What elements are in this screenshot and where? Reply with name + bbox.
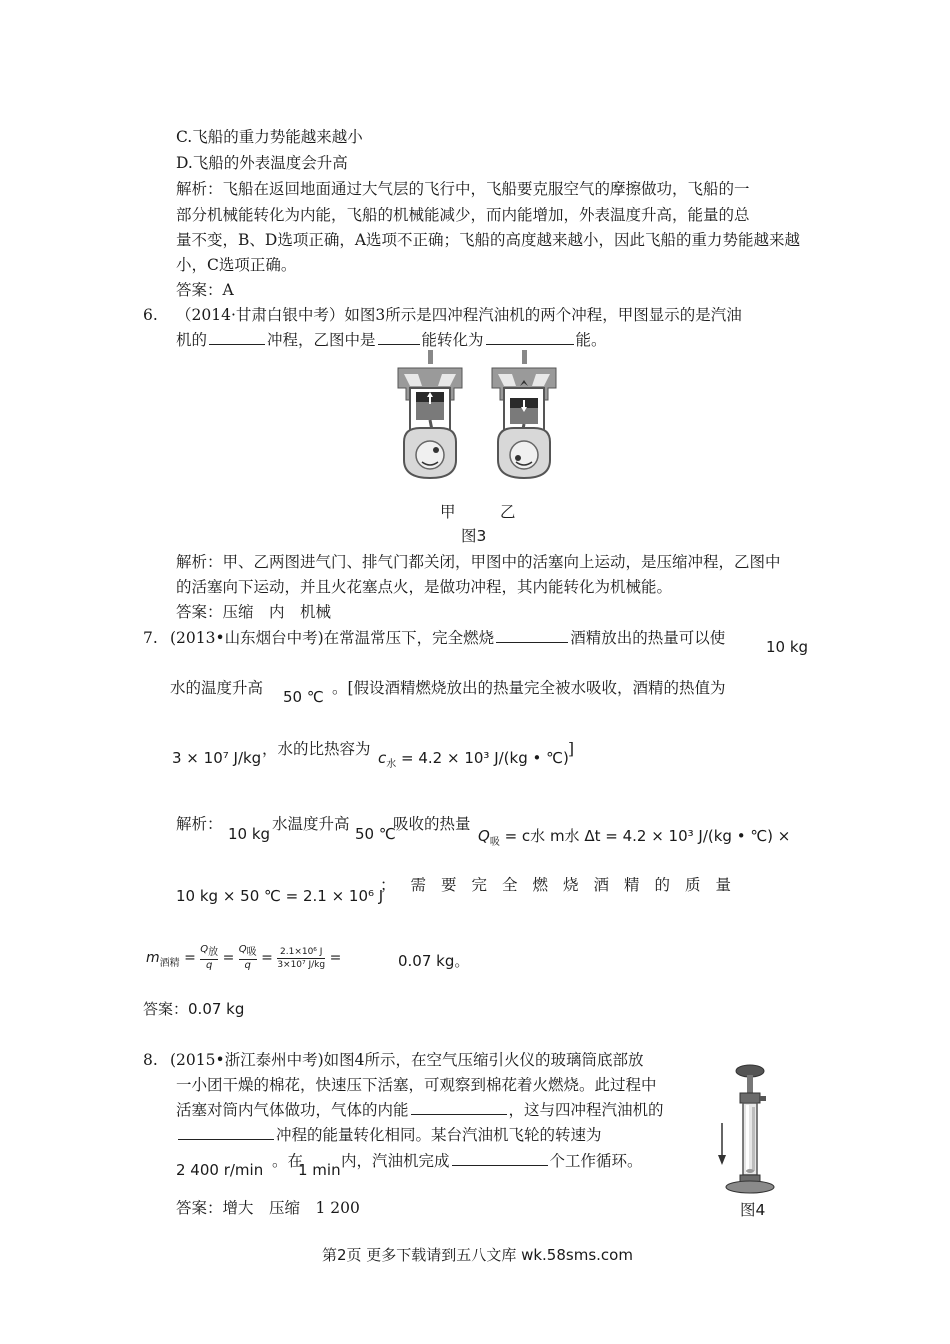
q8-blank-1[interactable] xyxy=(411,1100,507,1115)
page-footer: 第2页 更多下载请到五八文库 wk.58sms.com xyxy=(322,1246,633,1264)
q8-blank-3[interactable] xyxy=(452,1151,548,1166)
air-compression-igniter-figure xyxy=(710,1063,790,1199)
q8-stem-line3: 活塞对筒内气体做功，气体的内能 ，这与四冲程汽油机的 xyxy=(176,1101,664,1119)
figure3-caption: 图3 xyxy=(461,527,487,545)
q7-analysis-line2: ；需要完全燃烧酒精的质量 xyxy=(380,876,747,894)
q6-blank-3[interactable] xyxy=(486,330,574,345)
q6-analysis-line: 的活塞向下运动，并且火花塞点火，是做功冲程，其内能转化为机械能。 xyxy=(176,578,673,596)
q5-analysis-line: 小，C选项正确。 xyxy=(176,256,297,274)
q8-time: 1 min xyxy=(298,1161,341,1179)
q7-heat-result: 10 kg × 50 ℃ = 2.1 × 10⁶ J xyxy=(176,887,384,905)
q7-stem-line2b: 。[假设酒精燃烧放出的热量完全被水吸收，酒精的热值为 xyxy=(332,679,726,697)
q7-analysis-dt: 50 ℃ xyxy=(355,825,396,843)
q5-analysis-line: 部分机械能转化为内能，飞船的机械能减少，而内能增加，外表温度升高，能量的总 xyxy=(176,206,750,224)
figure4-caption: 图4 xyxy=(740,1201,766,1219)
q7-answer: 答案：0.07 kg xyxy=(143,1000,245,1018)
q7-heat-formula: $Q_吸 = c$水 m水 Δt = 4.2 × 10³ J/(kg • ℃) × xyxy=(478,827,791,848)
q5-option-c: C.飞船的重力势能越来越小 xyxy=(176,128,363,146)
q6-stem-line1: （2014·甘肃白银中考）如图3所示是四冲程汽油机的两个冲程，甲图显示的是汽油 xyxy=(176,306,742,324)
q7-stem-line3a: ，水的比热容为 xyxy=(262,740,371,758)
q7-temp-rise: 50 ℃ xyxy=(283,688,324,706)
q6-blank-1[interactable] xyxy=(209,330,265,345)
q7-blank-1[interactable] xyxy=(496,628,568,643)
q7-analysis-mass: 10 kg xyxy=(228,825,271,843)
q5-analysis-line: 解析：飞船在返回地面通过大气层的飞行中，飞船要克服空气的摩擦做功，飞船的一 xyxy=(176,180,750,198)
q7-heat-value: 3 × 10⁷ J/kg xyxy=(172,749,262,767)
q8-stem-line2: 一小团干燥的棉花，快速压下活塞，可观察到棉花着火燃烧。此过程中 xyxy=(176,1076,657,1094)
q7-water-mass: 10 kg xyxy=(766,638,809,656)
q8-stem-line4: 冲程的能量转化相同。某台汽油机飞轮的转速为 xyxy=(176,1124,602,1146)
engine-yi-diagram xyxy=(492,350,556,478)
q7-mass-result: 0.07 kg。 xyxy=(398,952,470,970)
q6-answer: 答案：压缩 内 机械 xyxy=(176,603,332,621)
q7-stem-line3b: ] xyxy=(568,740,575,758)
q7-analysis-label: 解析： xyxy=(176,815,223,833)
q8-answer: 答案：增大 压缩 1 200 xyxy=(176,1199,360,1217)
q6-analysis-line: 解析：甲、乙两图进气门、排气门都关闭，甲图中的活塞向上运动，是压缩冲程，乙图中 xyxy=(176,553,781,571)
q5-analysis-line: 量不变，B、D选项正确，A选项不正确；飞船的高度越来越小，因此飞船的重力势能越来越 xyxy=(176,231,801,249)
q7-specific-heat: $c_水 = 4.2 \times 10^3$ J/(kg • ℃) xyxy=(378,749,569,770)
engine-strokes-figure xyxy=(386,350,566,490)
q7-analysis-text2: 吸收的热量 xyxy=(393,815,471,833)
figure-label-yi: 乙 xyxy=(500,503,516,521)
q7-mass-formula: $m_{酒精}$ = Q放 q = Q吸 q = $\frac{\text{2.1×10⁶ J}}{\text{3×10⁷ J/kg}}$ = xyxy=(146,944,342,971)
q8-stem-line5: 内，汽油机完成 个工作循环。 xyxy=(341,1152,643,1170)
q7-analysis-text: 水温度升高 xyxy=(272,815,350,833)
q6-blank-2[interactable] xyxy=(378,330,420,345)
q8-stem-line5a: 。在 xyxy=(272,1152,304,1170)
q6-number: 6. xyxy=(143,306,158,324)
q7-number: 7. xyxy=(143,629,158,647)
engine-jia-diagram xyxy=(398,350,462,478)
q8-stem-line1: (2015•浙江泰州中考)如图4所示，在空气压缩引火仪的玻璃筒底部放 xyxy=(170,1051,644,1069)
q7-stem-line2a: 水的温度升高 xyxy=(170,679,264,697)
q5-option-d: D.飞船的外表温度会升高 xyxy=(176,154,348,172)
q8-blank-2[interactable] xyxy=(178,1125,274,1140)
q7-stem-line1: (2013•山东烟台中考)在常温常压下，完全燃烧 酒精放出的热量可以使 xyxy=(170,629,726,647)
figure-label-jia: 甲 xyxy=(440,503,456,521)
q8-rpm: 2 400 r/min xyxy=(176,1161,264,1179)
q6-stem-line2: 机的 冲程，乙图中是 能转化为 能。 xyxy=(176,331,607,349)
q5-answer: 答案：A xyxy=(176,281,234,299)
q8-number: 8. xyxy=(143,1051,158,1069)
